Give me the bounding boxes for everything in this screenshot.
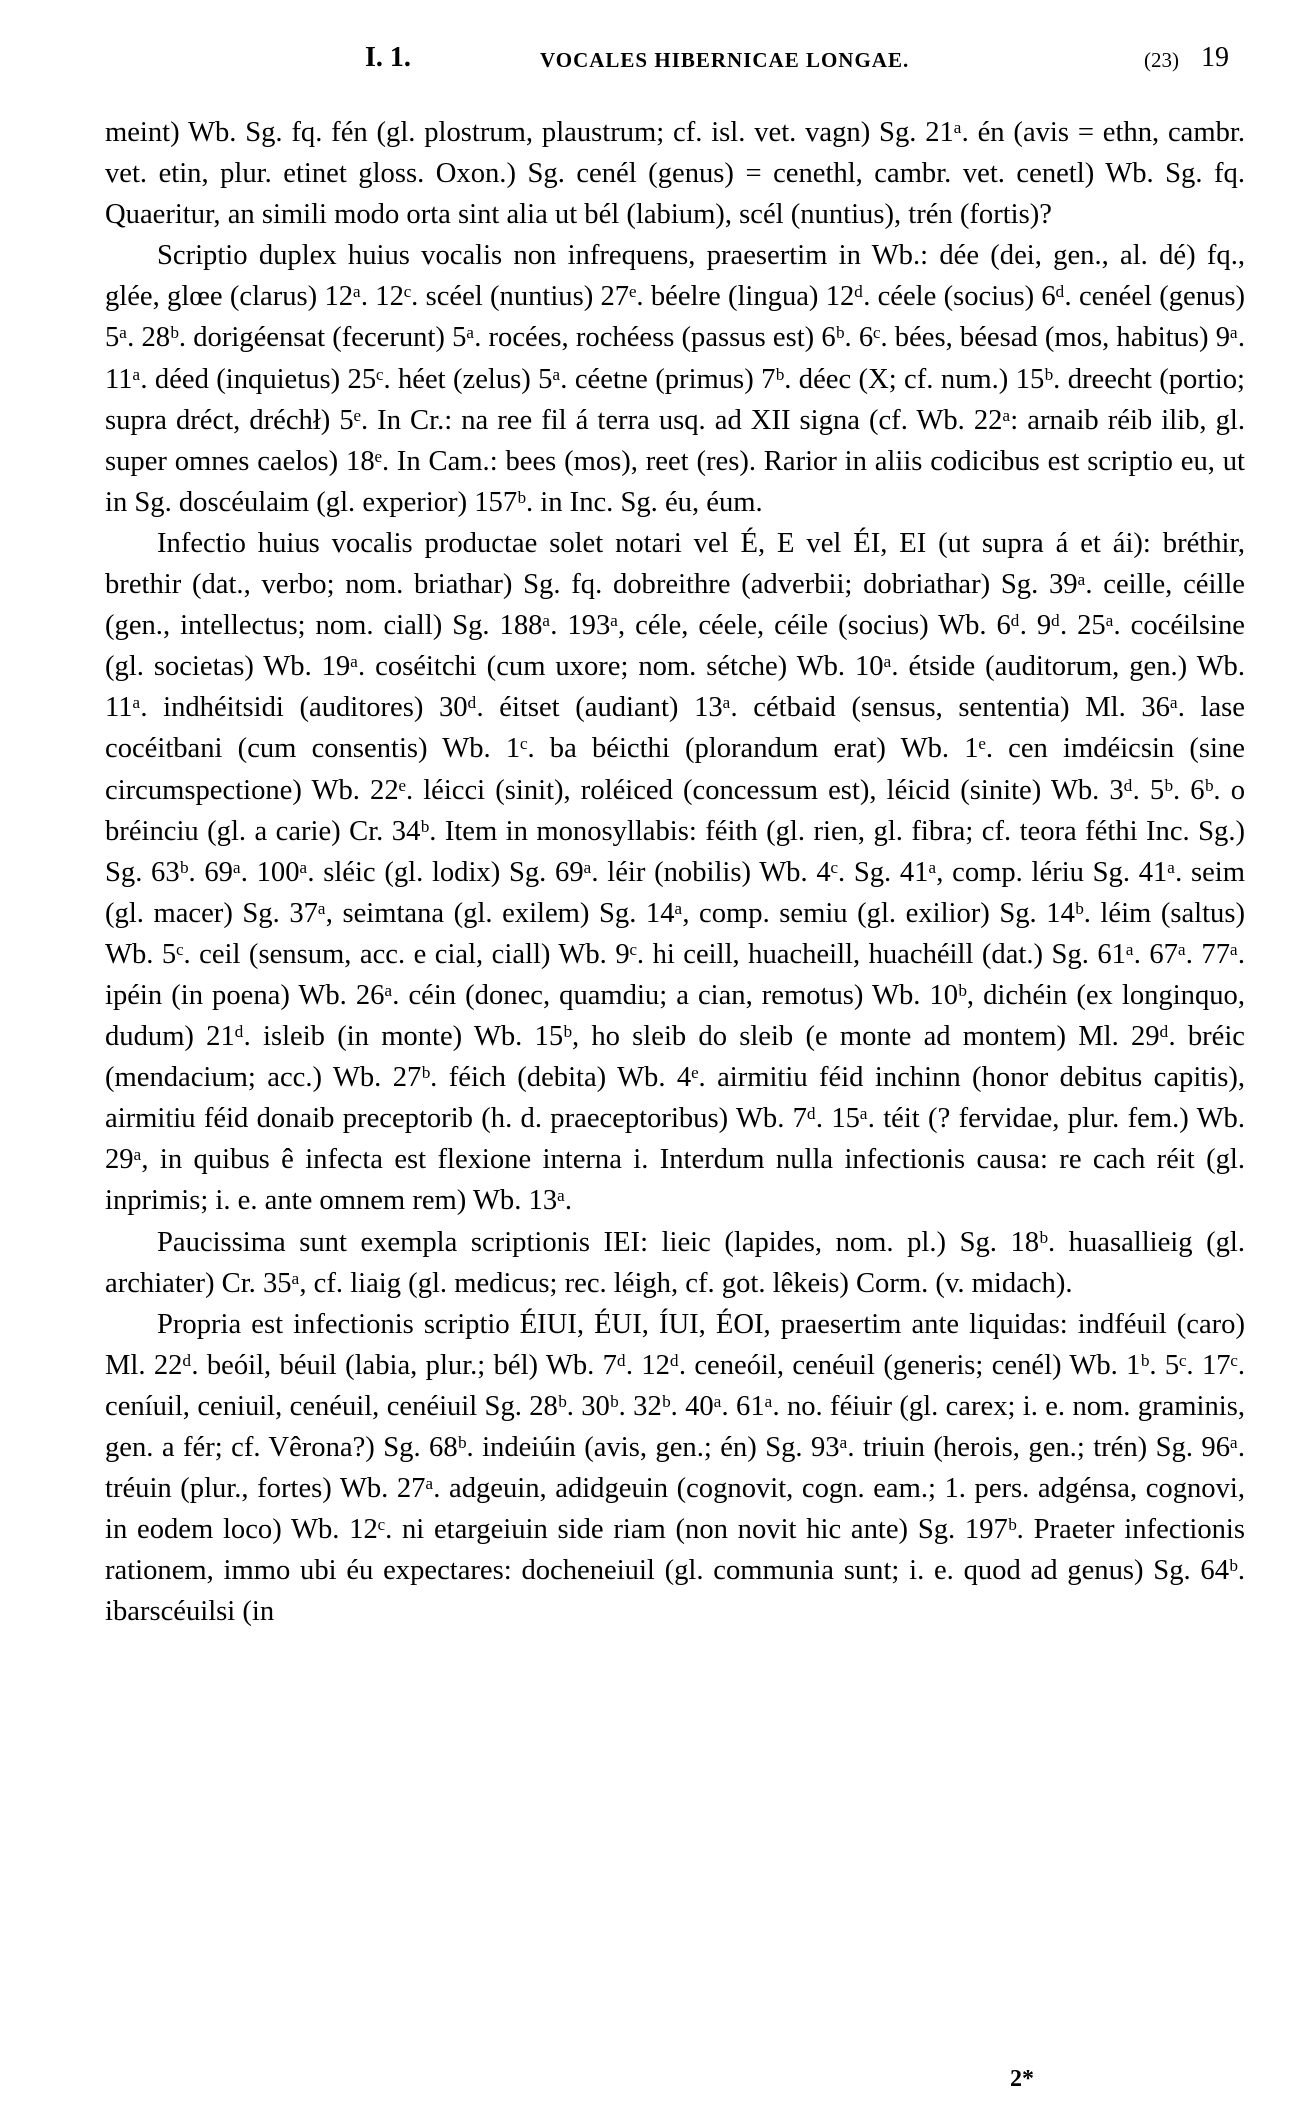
running-title: VOCALES HIBERNICAE LONGAE.: [540, 48, 910, 72]
page-number: 19: [1201, 42, 1229, 73]
section-signature: I. 1.: [365, 42, 411, 73]
printer-signature-mark: 2*: [1010, 2066, 1034, 2092]
bracket-number: (23): [1144, 48, 1179, 72]
paragraph-continued: meint) Wb. Sg. fq. fén (gl. plostrum, plaustrum; cf. isl. vet. vagn) Sg. 21ᵃ. én (avis = ethn, cambr. vet. etin, plur. etinet gloss. Oxon.) Sg. cenél (genus) = cenethl, cambr. vet. cenetl) Wb. Sg. fq. Quaeritur, an simili modo orta sint alia ut bél (labium), scél (nuntius), trén (fortis)?: [105, 117, 1245, 231]
paragraph-infectio: Infectio huius vocalis productae solet notari vel É, E vel ÉI, EI (ut supra á et ái): bréthir, brethir (dat., verbo; nom. briathar) Sg. fq. dobreithre (adverbii; dobriathar) Sg. 39ᵃ. ceille, céille (gen., intellectus; nom. ciall) Sg. 188ᵃ. 193ᵃ, céle, céele, céile (socius) Wb. 6ᵈ. 9ᵈ. 25ᵃ. cocéilsine (gl. societas) Wb. 19ᵃ. coséitchi (cum uxore; nom. sétche) Wb. 10ᵃ. étside (auditorum, gen.) Wb. 11ᵃ. indhéitsidi (auditores) 30ᵈ. éitset (audiant) 13ᵃ. cétbaid (sensus, sententia) Ml. 36ᵃ. lase cocéitbani (cum consentis) Wb. 1ᶜ. ba béicthi (plorandum erat) Wb. 1ᵉ. cen imdéicsin (sine circumspectione) Wb. 22ᵉ. léicci (sinit), roléiced (concessum est), léicid (sinite) Wb. 3ᵈ. 5ᵇ. 6ᵇ. o bréinciu (gl. a carie) Cr. 34ᵇ. Item in monosyllabis: féith (gl. rien, gl. fibra; cf. teora féthi Inc. Sg.) Sg. 63ᵇ. 69ᵃ. 100ᵃ. sléic (gl. lodix) Sg. 69ᵃ. léir (nobilis) Wb. 4ᶜ. Sg. 41ᵃ, comp. lériu Sg. 41ᵃ. seim (gl. macer) Sg. 37ᵃ, seimtana (gl. exilem) Sg. 14ᵃ, comp. semiu (gl. exilior) Sg. 14ᵇ. léim (saltus) Wb. 5ᶜ. ceil (sensum, acc. e cial, ciall) Wb. 9ᶜ. hi ceill, huacheill, huachéill (dat.) Sg. 61ᵃ. 67ᵃ. 77ᵃ. ipéin (in poena) Wb. 26ᵃ. céin (donec, quamdiu; a cian, remotus) Wb. 10ᵇ, dichéin (ex longinquo, dudum) 21ᵈ. isleib (in monte) Wb. 15ᵇ, ho sleib do sleib (e monte ad montem) Ml. 29ᵈ. bréic (mendacium; acc.) Wb. 27ᵇ. féich (debita) Wb. 4ᵉ. airmitiu féid inchinn (honor debitus capitis), airmitiu féid donaib preceptorib (h. d. praeceptoribus) Wb. 7ᵈ. 15ᵃ. téit (? fervidae, plur. fem.) Wb. 29ᵃ, in quibus ê infecta est flexione interna i. Interdum nulla infectionis causa: re cach réit (gl. inprimis; i. e. ante omnem rem) Wb. 13ᵃ.: [105, 527, 1245, 1217]
paragraph-propria: Propria est infectionis scriptio ÉIUI, ÉUI, ÍUI, ÉOI, praesertim ante liquidas: indféuil (caro) Ml. 22ᵈ. beóil, béuil (labia, plur.; bél) Wb. 7ᵈ. 12ᵈ. ceneóil, cenéuil (generis; cenél) Wb. 1ᵇ. 5ᶜ. 17ᶜ. ceníuil, ceniuil, cenéuil, cenéiuil Sg. 28ᵇ. 30ᵇ. 32ᵇ. 40ᵃ. 61ᵃ. no. féiuir (gl. carex; i. e. nom. graminis, gen. a fér; cf. Vêrona?) Sg. 68ᵇ. indeiúin (avis, gen.; én) Sg. 93ᵃ. triuin (herois, gen.; trén) Sg. 96ᵃ. tréuin (plur., fortes) Wb. 27ᵃ. adgeuin, adidgeuin (cognovit, cogn. eam.; 1. pers. adgénsa, cognovi, in eodem loco) Wb. 12ᶜ. ni etargeiuin side riam (non novit hic ante) Sg. 197ᵇ. Praeter infectionis rationem, immo ubi éu expectares: docheneiuil (gl. communia sunt; i. e. quod ad genus) Sg. 64ᵇ. ibarscéuilsi (in: [105, 1308, 1245, 1628]
running-header: [100, 42, 1239, 82]
paragraph-paucissima: Paucissima sunt exempla scriptionis IEI: lieic (lapides, nom. pl.) Sg. 18ᵇ. huasallieig (gl. archiater) Cr. 35ᵃ, cf. liaig (gl. medicus; rec. léigh, cf. got. lêkeis) Corm. (v. midach).: [105, 1226, 1245, 1299]
body-text: [105, 112, 1245, 1632]
paragraph-scriptio-duplex: Scriptio duplex huius vocalis non infrequens, praesertim in Wb.: dée (dei, gen., al. dé) fq., glée, glœe (clarus) 12ᵃ. 12ᶜ. scéel (nuntius) 27ᵉ. béelre (lingua) 12ᵈ. céele (socius) 6ᵈ. cenéel (genus) 5ᵃ. 28ᵇ. dorigéensat (fecerunt) 5ᵃ. rocées, rochéess (passus est) 6ᵇ. 6ᶜ. bées, béesad (mos, habitus) 9ᵃ. 11ᵃ. déed (inquietus) 25ᶜ. héet (zelus) 5ᵃ. céetne (primus) 7ᵇ. déec (X; cf. num.) 15ᵇ. dreecht (portio; supra dréct, dréchł) 5ᵉ. In Cr.: na ree fil á terra usq. ad XII signa (cf. Wb. 22ᵃ: arnaib réib ilib, gl. super omnes caelos) 18ᵉ. In Cam.: bees (mos), reet (res). Rarior in aliis codicibus est scriptio eu, ut in Sg. doscéulaim (gl. experior) 157ᵇ. in Inc. Sg. éu, éum.: [105, 240, 1245, 518]
